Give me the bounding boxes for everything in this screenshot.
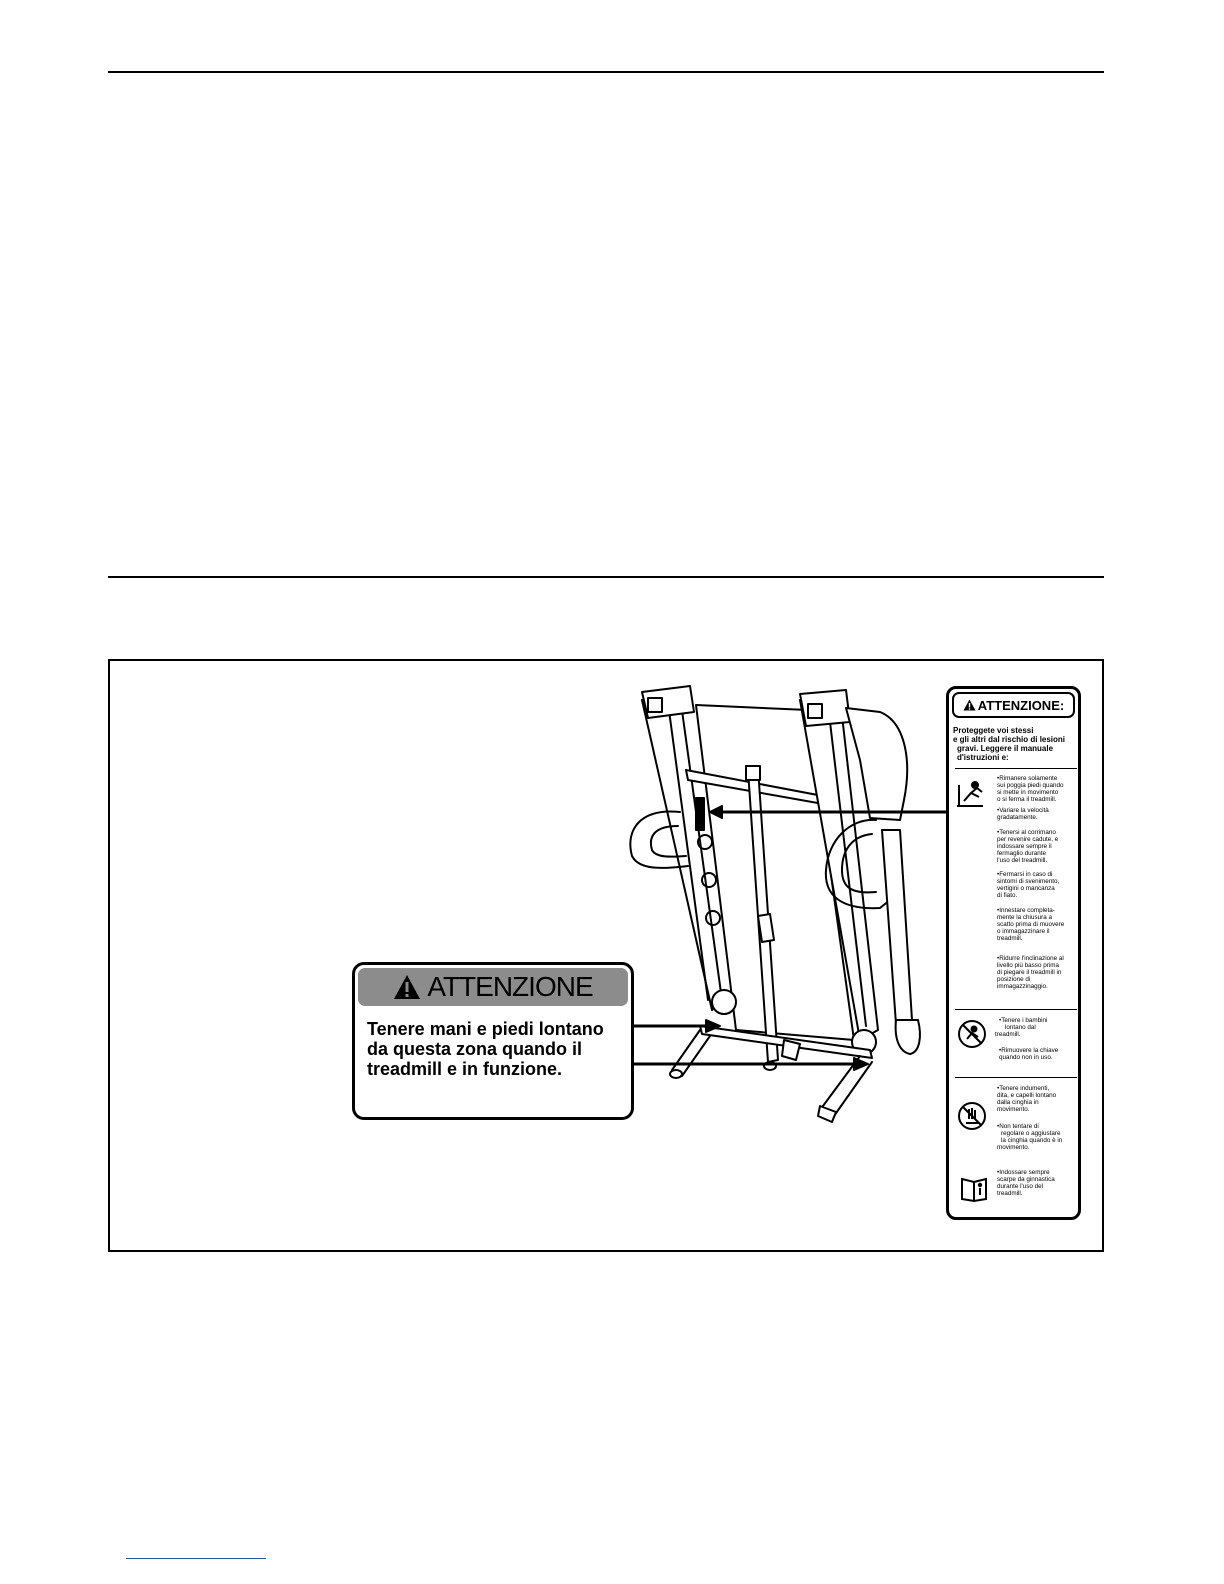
decal-item-line: quando non in uso. xyxy=(999,1054,1053,1061)
decal-divider xyxy=(955,1009,1077,1010)
decal-item-line: treadmill. xyxy=(997,1190,1023,1197)
no-children-icon xyxy=(957,1019,987,1049)
decal-item-line: treadmill. xyxy=(995,1031,1021,1038)
hand-foot-warning-label xyxy=(352,962,634,1120)
warning-line: treadmill e in funzione. xyxy=(367,1059,563,1079)
decal-item xyxy=(997,1123,1062,1151)
warning-label-title: ATTENZIONE xyxy=(427,971,593,1002)
warning-triangle-icon xyxy=(393,974,421,1000)
decal-item xyxy=(997,807,1049,821)
decal-header xyxy=(952,692,1075,718)
warning-label-header xyxy=(358,968,628,1006)
decal-intro xyxy=(949,721,1078,762)
decal-item-line: dalla cinghia in xyxy=(997,1099,1039,1106)
decal-item xyxy=(995,1017,1048,1038)
person-falling-icon xyxy=(955,779,985,809)
decal-item xyxy=(997,1085,1056,1113)
warning-label-text xyxy=(355,1009,631,1079)
decal-intro-line: Proteggete voi stessi xyxy=(953,726,1034,735)
decal-item-line: movimento. xyxy=(997,1106,1030,1113)
decal-item-line: sui poggia piedi quando xyxy=(997,782,1064,789)
decal-item-line: •Tenere i bambini xyxy=(999,1017,1048,1024)
decal-item-line: •Variare la velocità xyxy=(997,807,1049,814)
decal-intro-line: d'istruzioni e: xyxy=(957,753,1009,762)
safety-decal xyxy=(946,686,1081,1220)
decal-item-line: mente la chiusura a xyxy=(997,914,1052,921)
manual-info-icon xyxy=(959,1173,989,1203)
decal-item-line: si mette in movimento xyxy=(997,789,1059,796)
decal-divider xyxy=(955,1077,1077,1078)
decal-item-line: di piegare il treadmill in xyxy=(997,969,1062,976)
no-hands-belt-icon xyxy=(957,1101,987,1131)
decal-item-line: di fiato. xyxy=(997,892,1018,899)
decal-divider xyxy=(955,768,1077,769)
decal-item-line: l'uso del treadmill. xyxy=(997,857,1048,864)
decal-item-line: regolare o aggiustare xyxy=(1001,1130,1061,1137)
decal-item xyxy=(997,775,1064,803)
decal-item-line: movimento. xyxy=(997,1144,1030,1151)
decal-item-line: scarpe da ginnastica xyxy=(997,1176,1055,1183)
decal-item-line: o si ferma il treadmill. xyxy=(997,796,1057,803)
decal-intro-line: gravi. Leggere il manuale xyxy=(957,744,1054,753)
warning-line: Tenere mani e piedi lontano xyxy=(367,1019,604,1039)
decal-item-line: immagazzinaggio. xyxy=(997,983,1048,990)
decal-title: ATTENZIONE: xyxy=(977,697,1065,713)
decal-item-line: dita, e capelli lontano xyxy=(997,1092,1057,1099)
decal-item-line: posizione di xyxy=(997,976,1031,983)
decal-item-line: •Non tentare di xyxy=(997,1123,1039,1130)
decal-item-line: durante l'uso del xyxy=(997,1183,1044,1190)
decal-item xyxy=(997,1169,1055,1197)
decal-item xyxy=(997,907,1064,942)
decal-item xyxy=(999,1047,1058,1061)
decal-item-line: per revenire cadute, e xyxy=(997,836,1059,843)
warning-triangle-icon xyxy=(963,699,976,711)
decal-item-line: •Indossare sempre xyxy=(997,1169,1050,1176)
decal-item xyxy=(997,955,1064,990)
decal-item-line: •Innestare completa- xyxy=(997,907,1055,914)
warning-line: da questa zona quando il xyxy=(367,1039,583,1059)
decal-item-line: •Tenere indumenti, xyxy=(997,1085,1050,1092)
decal-item-line: la cinghia quando è in xyxy=(1001,1137,1063,1144)
decal-item-line: livello più basso prima xyxy=(997,962,1059,969)
decal-item-line: o immagazzinare il xyxy=(997,928,1050,935)
decal-item-line: •Tenersi al corrimano xyxy=(997,829,1056,836)
decal-item-line: sintomi di svenimento, xyxy=(997,878,1060,885)
decal-item-line: treadmill. xyxy=(997,935,1023,942)
decal-item-line: vertigini o mancanza xyxy=(997,885,1055,892)
decal-item-line: •Rimuovere la chiave xyxy=(999,1047,1059,1054)
decal-item-line: •Ridurre l'inclinazione al xyxy=(997,955,1064,962)
decal-item-line: gradatamente. xyxy=(997,814,1038,821)
decal-item-line: scatto prima di muovere xyxy=(997,921,1065,928)
decal-intro-line: e gli altri dal rischio di lesioni xyxy=(953,735,1066,744)
decal-item-line: •Rimanere solamente xyxy=(997,775,1058,782)
decal-item-line: •Fermarsi in caso di xyxy=(997,871,1053,878)
footer-rule xyxy=(126,1558,266,1559)
decal-item-line: indossare sempre il xyxy=(997,843,1052,850)
decal-item xyxy=(997,829,1058,864)
decal-item-line: lontano dal xyxy=(1005,1024,1036,1031)
decal-item xyxy=(997,871,1059,899)
decal-item-line: fermaglio durante xyxy=(997,850,1047,857)
